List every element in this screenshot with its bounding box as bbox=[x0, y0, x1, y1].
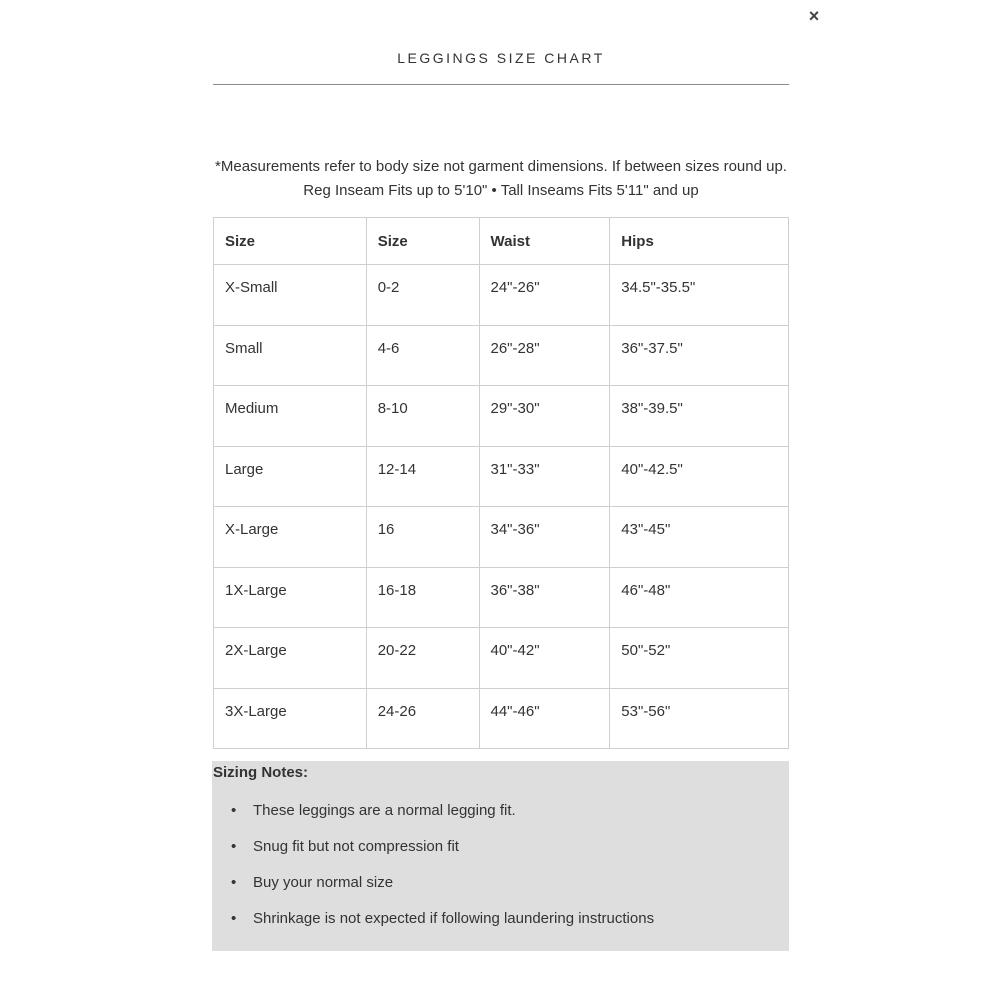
disclaimer-line-2: Reg Inseam Fits up to 5'10" • Tall Inseams Fits 5'11" and up bbox=[303, 182, 699, 199]
sizing-notes-heading: Sizing Notes: bbox=[213, 764, 309, 781]
cell-waist: 26"-28" bbox=[479, 325, 610, 386]
cell-size-label: 2X-Large bbox=[214, 628, 367, 689]
cell-waist: 44"-46" bbox=[479, 688, 610, 749]
cell-size-number: 12-14 bbox=[366, 446, 479, 507]
bullet-icon: • bbox=[231, 874, 237, 891]
cell-size-number: 0-2 bbox=[366, 265, 479, 326]
bullet-icon: • bbox=[231, 838, 237, 855]
note-text: Snug fit but not compression fit bbox=[253, 838, 459, 855]
note-text: Buy your normal size bbox=[253, 874, 394, 891]
cell-size-number: 4-6 bbox=[366, 325, 479, 386]
header-size-number: Size bbox=[366, 218, 479, 265]
cell-size-label: Medium bbox=[214, 386, 367, 447]
cell-hips: 46"-48" bbox=[610, 567, 789, 628]
table-row bbox=[214, 628, 789, 689]
cell-waist: 40"-42" bbox=[479, 628, 610, 689]
page-title: LEGGINGS SIZE CHART bbox=[397, 50, 605, 66]
list-item bbox=[231, 835, 654, 871]
cell-waist: 29"-30" bbox=[479, 386, 610, 447]
cell-hips: 53"-56" bbox=[610, 688, 789, 749]
cell-size-label: 3X-Large bbox=[214, 688, 367, 749]
measurement-disclaimer bbox=[200, 155, 802, 203]
cell-size-label: X-Large bbox=[214, 507, 367, 568]
table-row bbox=[214, 567, 789, 628]
cell-waist: 34"-36" bbox=[479, 507, 610, 568]
table-row bbox=[214, 688, 789, 749]
table-row bbox=[214, 446, 789, 507]
cell-hips: 38"-39.5" bbox=[610, 386, 789, 447]
cell-size-number: 8-10 bbox=[366, 386, 479, 447]
cell-hips: 50"-52" bbox=[610, 628, 789, 689]
cell-size-label: X-Small bbox=[214, 265, 367, 326]
cell-size-label: 1X-Large bbox=[214, 567, 367, 628]
cell-size-number: 24-26 bbox=[366, 688, 479, 749]
table-header-row bbox=[214, 218, 789, 265]
list-item bbox=[231, 799, 654, 835]
cell-size-number: 16-18 bbox=[366, 567, 479, 628]
header-hips: Hips bbox=[610, 218, 789, 265]
cell-size-label: Small bbox=[214, 325, 367, 386]
cell-hips: 43"-45" bbox=[610, 507, 789, 568]
table-row bbox=[214, 265, 789, 326]
sizing-notes-panel bbox=[212, 761, 789, 951]
title-divider bbox=[213, 84, 789, 85]
table-row bbox=[214, 507, 789, 568]
size-table bbox=[213, 217, 789, 749]
bullet-icon: • bbox=[231, 802, 237, 819]
list-item bbox=[231, 871, 654, 907]
cell-hips: 36"-37.5" bbox=[610, 325, 789, 386]
cell-hips: 34.5"-35.5" bbox=[610, 265, 789, 326]
cell-waist: 31"-33" bbox=[479, 446, 610, 507]
cell-waist: 36"-38" bbox=[479, 567, 610, 628]
cell-hips: 40"-42.5" bbox=[610, 446, 789, 507]
header-waist: Waist bbox=[479, 218, 610, 265]
note-text: These leggings are a normal legging fit. bbox=[253, 802, 516, 819]
cell-size-number: 20-22 bbox=[366, 628, 479, 689]
disclaimer-line-1: *Measurements refer to body size not garment dimensions. If between sizes round up. bbox=[215, 158, 787, 175]
note-text: Shrinkage is not expected if following laundering instructions bbox=[253, 910, 655, 927]
cell-size-label: Large bbox=[214, 446, 367, 507]
sizing-notes-list bbox=[212, 799, 654, 943]
cell-waist: 24"-26" bbox=[479, 265, 610, 326]
close-icon[interactable]: × bbox=[808, 6, 820, 26]
list-item bbox=[231, 907, 655, 943]
bullet-icon: • bbox=[231, 910, 237, 927]
table-row bbox=[214, 325, 789, 386]
header-size-label: Size bbox=[214, 218, 367, 265]
table-row bbox=[214, 386, 789, 447]
cell-size-number: 16 bbox=[366, 507, 479, 568]
